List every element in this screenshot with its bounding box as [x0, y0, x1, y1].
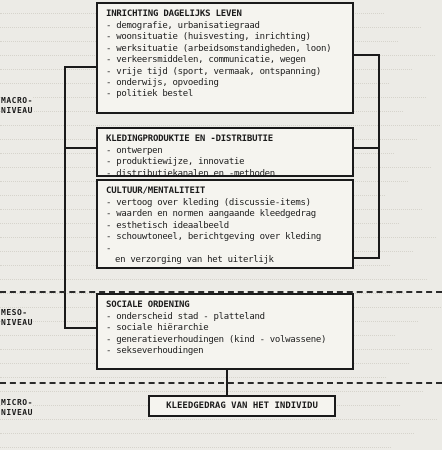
micro-label-line1: MICRO-	[1, 398, 33, 407]
meso-micro-separator	[0, 382, 442, 384]
inrichting-dagelijks-leven-box	[96, 2, 354, 114]
macro-label-line1: MACRO-	[1, 96, 33, 105]
cultuur-item: - esthetisch ideaalbeeld	[106, 221, 346, 232]
inrichting-item: - woonsituatie (huisvesting, inrichting)	[106, 32, 346, 43]
cultuur-item-continued	[106, 244, 346, 267]
connector-right-middle	[354, 147, 380, 149]
kleding-title: KLEDINGPRODUKTIE EN -DISTRIBUTIE	[106, 134, 273, 144]
sociale-item: - onderscheid stad - platteland	[106, 312, 346, 323]
connector-left-vertical	[64, 66, 66, 328]
inrichting-item: - werksituatie (arbeidsomstandigheden, loon)	[106, 44, 346, 55]
background-texture-line	[0, 112, 440, 126]
sociale-item: - sociale hiërarchie	[106, 323, 346, 334]
meso-label-line1: MESO-	[1, 308, 28, 317]
sociale-list	[106, 312, 346, 358]
sociale-title: SOCIALE ORDENING	[106, 300, 190, 310]
cultuur-item: - schouwtoneel, berichtgeving over kleding	[106, 232, 346, 243]
kledingproduktie-box	[96, 127, 354, 177]
connector-right-top	[354, 54, 380, 56]
macro-level-label	[1, 96, 33, 116]
background-texture-line	[0, 378, 423, 392]
cultuur-item-continuation: - en verzorging van het uiterlijk	[115, 255, 274, 266]
inrichting-title: INRICHTING DAGELIJKS LEVEN	[106, 9, 242, 19]
connector-left-bottom	[64, 327, 96, 329]
kleding-item: - ontwerpen	[106, 146, 346, 157]
kleding-item: - distributiekanalen en -methoden	[106, 169, 346, 180]
kleding-list	[106, 146, 346, 180]
micro-level-label	[1, 398, 33, 418]
inrichting-item: - demografie, urbanisatiegraad	[106, 21, 346, 32]
macro-label-line2: NIVEAU	[1, 106, 33, 115]
sociale-ordening-box	[96, 293, 354, 370]
background-texture-line	[0, 420, 414, 434]
connector-left-middle	[64, 147, 96, 149]
inrichting-item: - politiek bestel	[106, 89, 346, 100]
connector-right-bottom	[354, 257, 380, 259]
background-texture-line	[0, 434, 391, 448]
micro-label-line2: NIVEAU	[1, 408, 33, 417]
cultuur-item: - vertoog over kleding (discussie-items)	[106, 198, 346, 209]
cultuur-mentaliteit-box	[96, 179, 354, 269]
sociale-item: - sekseverhoudingen	[106, 346, 346, 357]
cultuur-title: CULTUUR/MENTALITEIT	[106, 186, 206, 196]
connector-right-vertical	[378, 54, 380, 258]
inrichting-item: - verkeersmiddelen, communicatie, wegen	[106, 55, 346, 66]
sociale-item: - generatieverhoudingen (kind - volwassene)	[106, 335, 346, 346]
inrichting-item: - onderwijs, opvoeding	[106, 78, 346, 89]
inrichting-item: - vrije tijd (sport, vermaak, ontspanning)	[106, 67, 346, 78]
inrichting-list	[106, 21, 346, 101]
connector-left-top	[64, 66, 96, 68]
cultuur-list	[106, 198, 346, 266]
kleedgedrag-individu-box: KLEEDGEDRAG VAN HET INDIVIDU	[148, 395, 336, 417]
kleding-item: - produktiewijze, innovatie	[106, 157, 346, 168]
cultuur-item: - waarden en normen aangaande kleedgedrag	[106, 209, 346, 220]
meso-label-line2: NIVEAU	[1, 318, 33, 327]
meso-level-label	[1, 308, 33, 328]
